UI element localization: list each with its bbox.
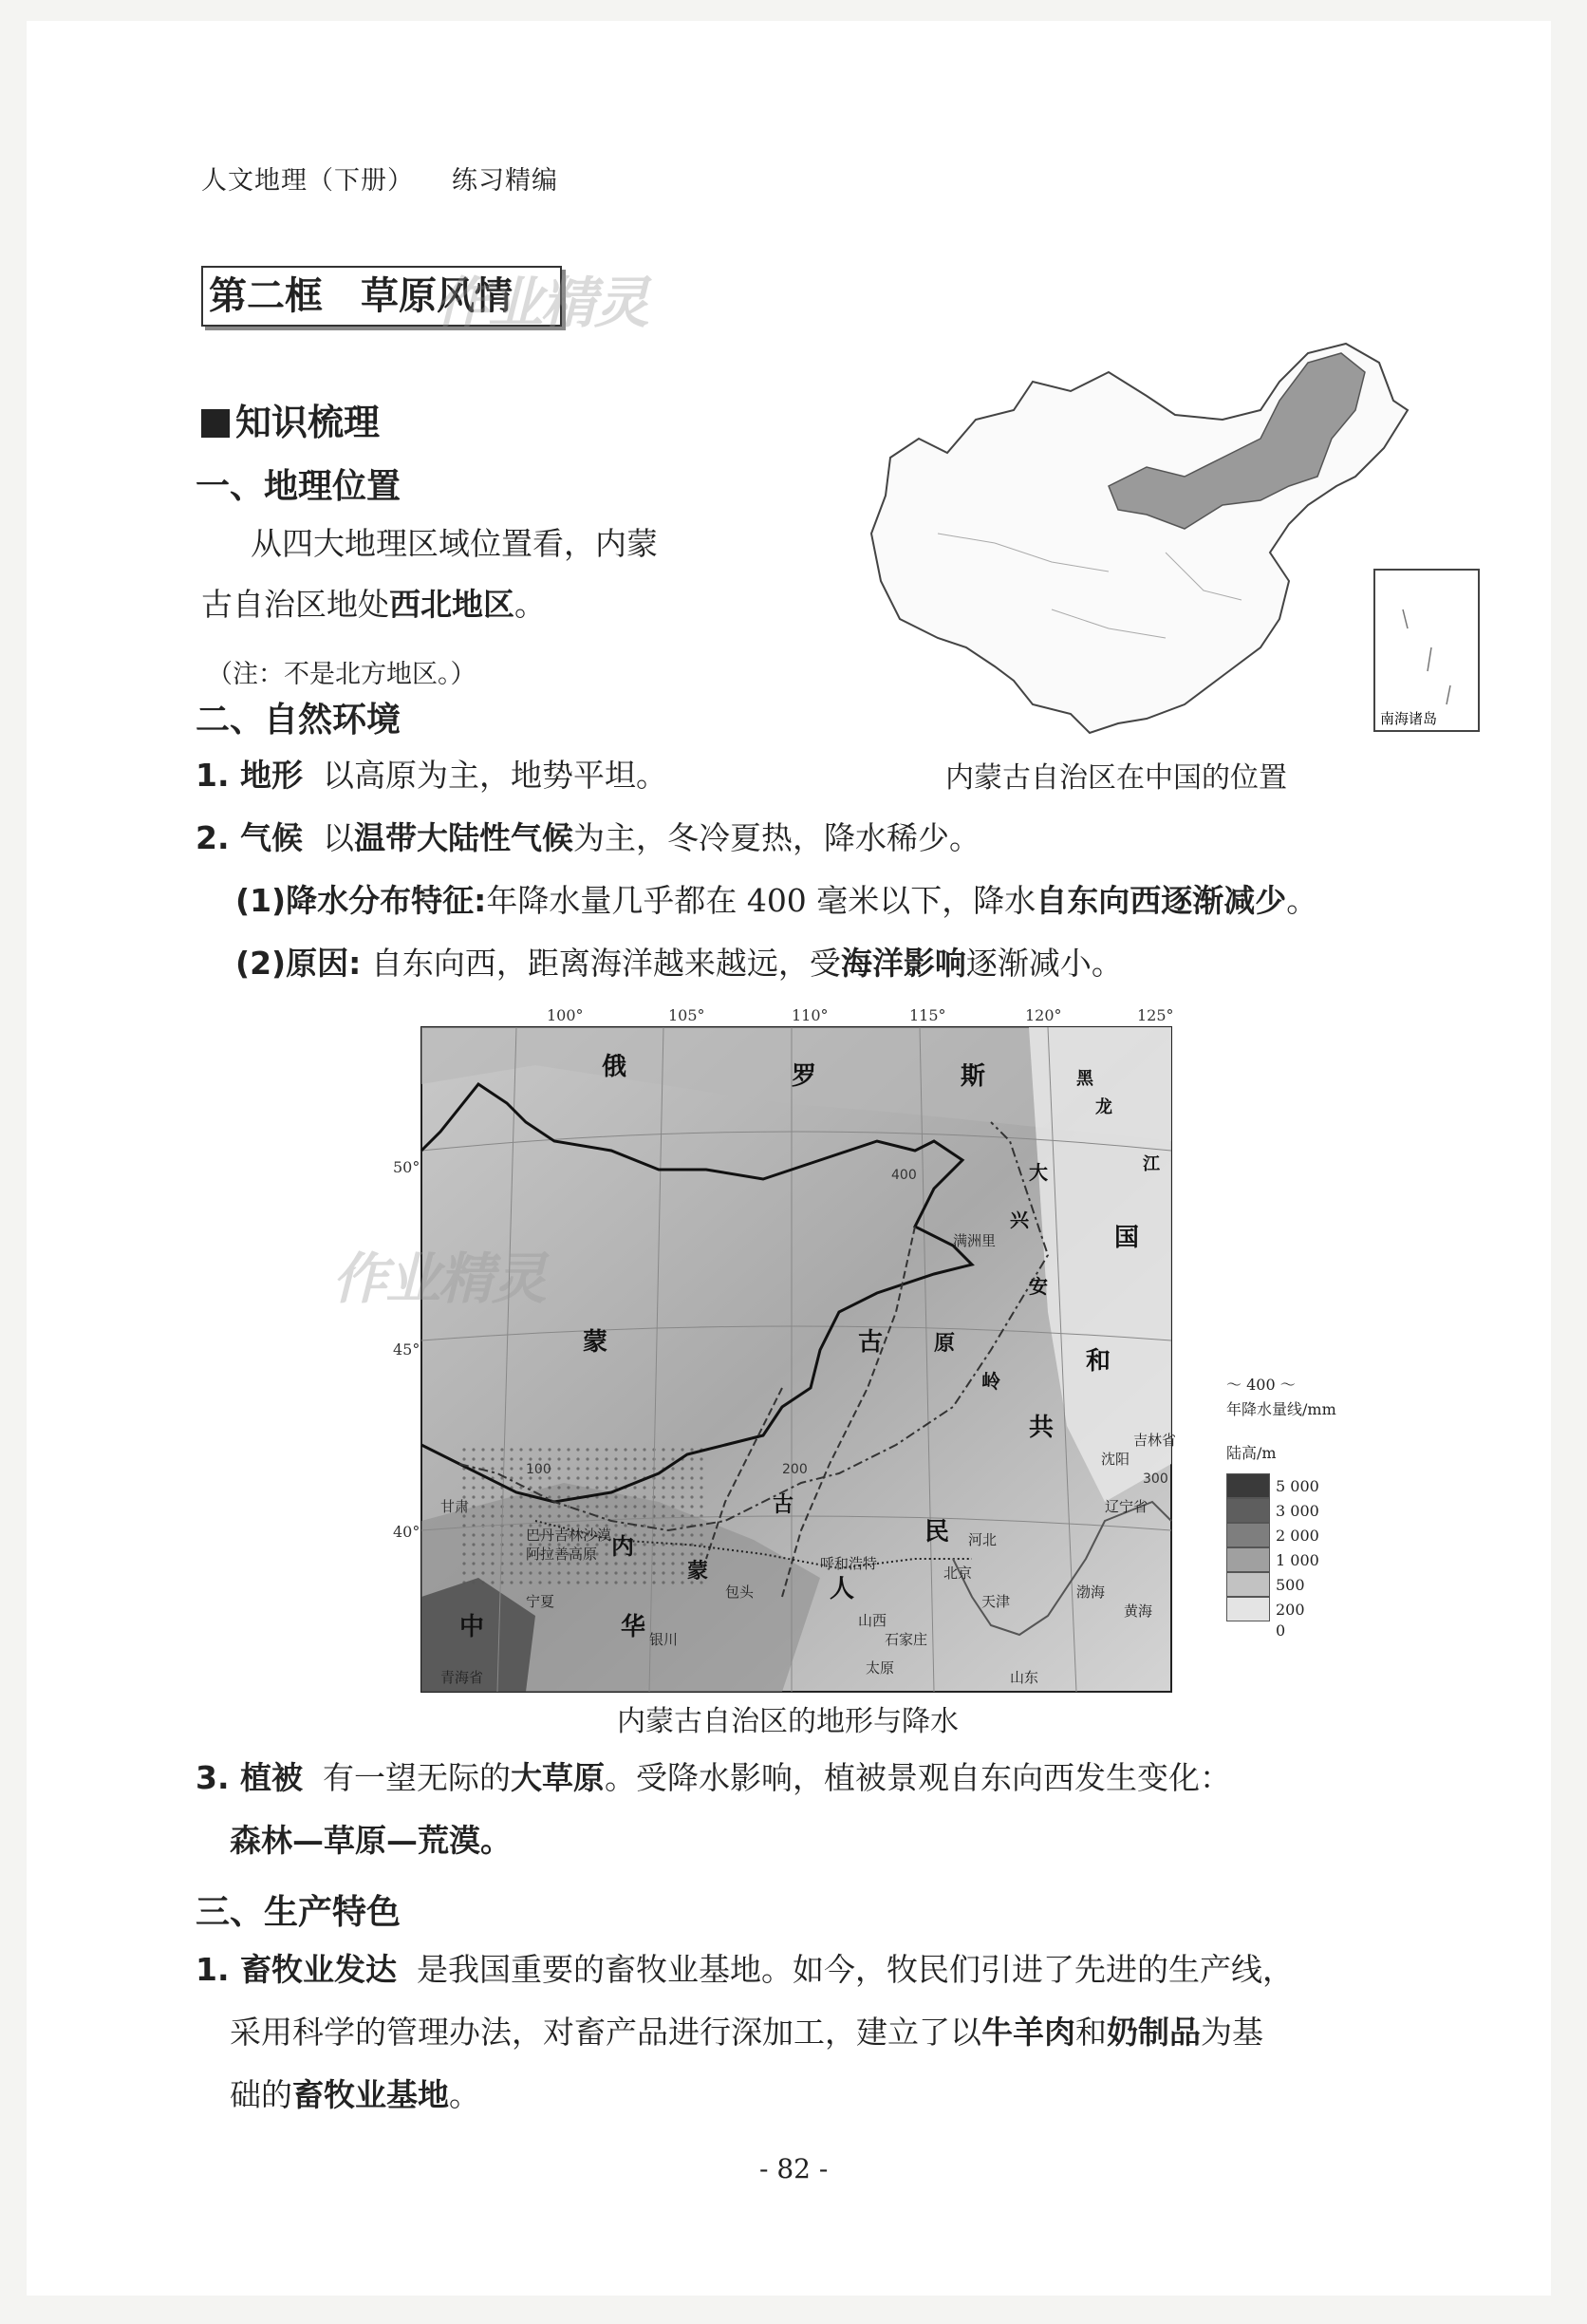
- precip-label: 400: [891, 1168, 917, 1183]
- part1-note: （注：不是北方地区。）: [207, 660, 476, 689]
- map-label: 黑: [1076, 1069, 1093, 1089]
- legend-precip-label: 年降水量线/mm: [1226, 1400, 1336, 1418]
- place-label: 吉林省: [1133, 1432, 1177, 1449]
- map-label: 中: [459, 1613, 485, 1641]
- book-title: 人文地理（下册）: [201, 166, 414, 196]
- place-label: 包头: [725, 1584, 755, 1601]
- map-label: 兴: [1010, 1209, 1029, 1231]
- watermark: 作业精灵: [435, 271, 648, 335]
- legend-swatch: [1226, 1547, 1270, 1572]
- precip-label: 100: [526, 1462, 551, 1477]
- place-label: 沈阳: [1101, 1451, 1130, 1468]
- place-label: 河北: [968, 1531, 998, 1548]
- frame-title: 第二框 草原风情: [201, 266, 562, 327]
- livestock-line2: 采用科学的管理办法，对畜产品进行深加工，建立了以牛羊肉和奶制品为基: [230, 2014, 1263, 2051]
- map-label: 华: [621, 1613, 646, 1641]
- place-label: 山西: [858, 1612, 887, 1629]
- place-label: 甘肃: [440, 1498, 470, 1515]
- part1-line2: 古自治区地处西北地区。: [201, 586, 546, 623]
- livestock-line3: 础的畜牧业基地。: [230, 2076, 480, 2113]
- legend-elev-title: 陆高/m: [1226, 1444, 1277, 1462]
- map-label: 古: [773, 1493, 794, 1517]
- series-title: 练习精编: [452, 166, 558, 196]
- legend-swatch: [1226, 1572, 1270, 1597]
- place-label: 渤海: [1076, 1584, 1106, 1601]
- livestock-line1: 1. 畜牧业发达 是我国重要的畜牧业基地。如今，牧民们引进了先进的生产线，: [196, 1951, 1294, 1988]
- map-label: 古: [858, 1328, 884, 1357]
- place-label: 辽宁省: [1105, 1498, 1148, 1515]
- legend-swatch: [1226, 1597, 1270, 1621]
- map-label: 蒙: [687, 1560, 709, 1584]
- elevation-legend: 5 000 3 000 2 000 1 000 500 200 0: [1226, 1473, 1319, 1640]
- map-label: 江: [1143, 1154, 1160, 1174]
- place-label: 巴丹吉林沙漠: [526, 1527, 612, 1544]
- lat-label-50: 50°: [393, 1158, 420, 1176]
- place-label: 满洲里: [953, 1232, 997, 1249]
- map-label: 共: [1029, 1414, 1055, 1442]
- part1-title: 一、地理位置: [196, 467, 401, 506]
- place-label: 青海省: [440, 1669, 484, 1686]
- place-label: 太原: [866, 1659, 895, 1677]
- place-label: 银川: [649, 1631, 679, 1648]
- place-label: 石家庄: [885, 1631, 928, 1648]
- legend-precip-line: 〜 400 〜: [1226, 1376, 1296, 1394]
- part2-title: 二、自然环境: [196, 701, 401, 740]
- relief-map-caption: 内蒙古自治区的地形与降水: [617, 1705, 959, 1738]
- legend-swatch: [1226, 1523, 1270, 1547]
- map-label: 龙: [1095, 1097, 1112, 1117]
- map-label: 民: [924, 1518, 950, 1546]
- precip-label: 200: [782, 1462, 808, 1477]
- part3-title: 三、生产特色: [196, 1893, 401, 1932]
- map-label: 国: [1114, 1224, 1140, 1252]
- china-locator-map: [862, 344, 1488, 742]
- map-label: 人: [830, 1575, 855, 1603]
- china-map-caption: 内蒙古自治区在中国的位置: [945, 761, 1287, 795]
- map-label: 内: [611, 1533, 634, 1560]
- precip-label: 300: [1143, 1471, 1168, 1487]
- precip-line: (1)降水分布特征:年降水量几乎都在 400 毫米以下，降水自东向西逐渐减少。: [235, 882, 1318, 919]
- watermark-2: 作业精灵: [332, 1246, 546, 1311]
- reason-line: (2)原因: 自东向西，距离海洋越来越远，受海洋影响逐渐减小。: [235, 945, 1123, 982]
- section-title: 知识梳理: [201, 393, 380, 445]
- terrain-line: 1. 地形 以高原为主，地势平坦。: [196, 757, 667, 794]
- lat-label-45: 45°: [393, 1340, 420, 1359]
- inset-label: 南海诸岛: [1380, 710, 1438, 727]
- map-label: 安: [1029, 1275, 1048, 1298]
- climate-line: 2. 气候 以温带大陆性气候为主，冬冷夏热，降水稀少。: [196, 819, 980, 856]
- legend-swatch: [1226, 1473, 1270, 1498]
- place-label: 呼和浩特: [820, 1555, 878, 1572]
- place-label: 宁夏: [526, 1593, 555, 1610]
- map-label: 斯: [961, 1062, 986, 1091]
- lat-label-40: 40°: [393, 1523, 420, 1541]
- place-label: 北京: [943, 1565, 973, 1582]
- map-label: 蒙: [583, 1328, 608, 1357]
- page: 人文地理（下册） 练习精编 第二框 草原风情 作业精灵 知识梳理 一、地理位置 从四大地理区域位置看，内蒙 古自治区地处西北地区。 （注：不是北方地区。） 南海诸岛 内蒙古自治区在中国的位置 二、自然环境 1. 地形 以高原为主，地势平坦。 2. 气候 以温带大陆性气候为主，冬冷夏热，降水稀少。 (1)降水分布特征:年降水量几乎都在 400 毫米以下，降水自东向西逐渐减少。 (2)原因: 自东向西，距离海洋越来越远，受海洋影响逐渐减小。 100° 105° 110° 115° 120° 125° 50° 45° 40° 俄 罗 斯 蒙 古 内 蒙 古 原 大 兴 安 岭 黑 龙 江 中 华 人 民 共 和 国 满洲里 沈阳 北京 天津 呼和浩特 石家庄 太原 银川 包头 辽宁省 吉林省 河北 山西 甘肃 宁夏 青海省 山东 渤海 黄海 阿拉善高原 巴丹吉林沙漠 400 200 100 300 〜 400 〜 年降水量线/mm 陆高/m 5 000 3 000 2 000 1 000 500 200 0 作业精灵 内蒙古自治区的地形与降水 3. 植被 有一望无际的大草原。受降水影响，植被景观自东向西发生变化： 森林—草原—荒漠。 三、生产特色 1. 畜牧业发达 是我国重要的畜牧业基地。如今，牧民们引进了先进的生产线， 采用科学的管理办法，对畜产品进行深加工，建立了以牛羊肉和奶制品为基 础的畜牧业基地。 - 82 -: [27, 21, 1551, 2296]
- map-label: 罗: [792, 1062, 817, 1091]
- vegetation-line2: 森林—草原—荒漠。: [230, 1822, 512, 1859]
- vegetation-line: 3. 植被 有一望无际的大草原。受降水影响，植被景观自东向西发生变化：: [196, 1759, 1231, 1796]
- place-label: 阿拉善高原: [526, 1546, 598, 1563]
- page-number: - 82 -: [759, 2153, 829, 2184]
- place-label: 天津: [981, 1593, 1011, 1610]
- map-label: 原: [934, 1332, 956, 1356]
- legend-swatch: [1226, 1498, 1270, 1523]
- relief-map: [421, 1027, 1177, 1692]
- place-label: 黄海: [1124, 1602, 1153, 1620]
- map-label: 和: [1086, 1347, 1111, 1376]
- part1-line1: 从四大地理区域位置看，内蒙: [251, 525, 658, 562]
- map-label: 大: [1029, 1161, 1048, 1184]
- keyword: 西北地区: [389, 586, 514, 623]
- south-sea-inset: [1374, 570, 1479, 731]
- page-header: [201, 159, 558, 197]
- place-label: 山东: [1010, 1669, 1039, 1686]
- map-label: 俄: [602, 1053, 627, 1081]
- map-label: 岭: [981, 1370, 1000, 1393]
- square-icon: [201, 409, 230, 438]
